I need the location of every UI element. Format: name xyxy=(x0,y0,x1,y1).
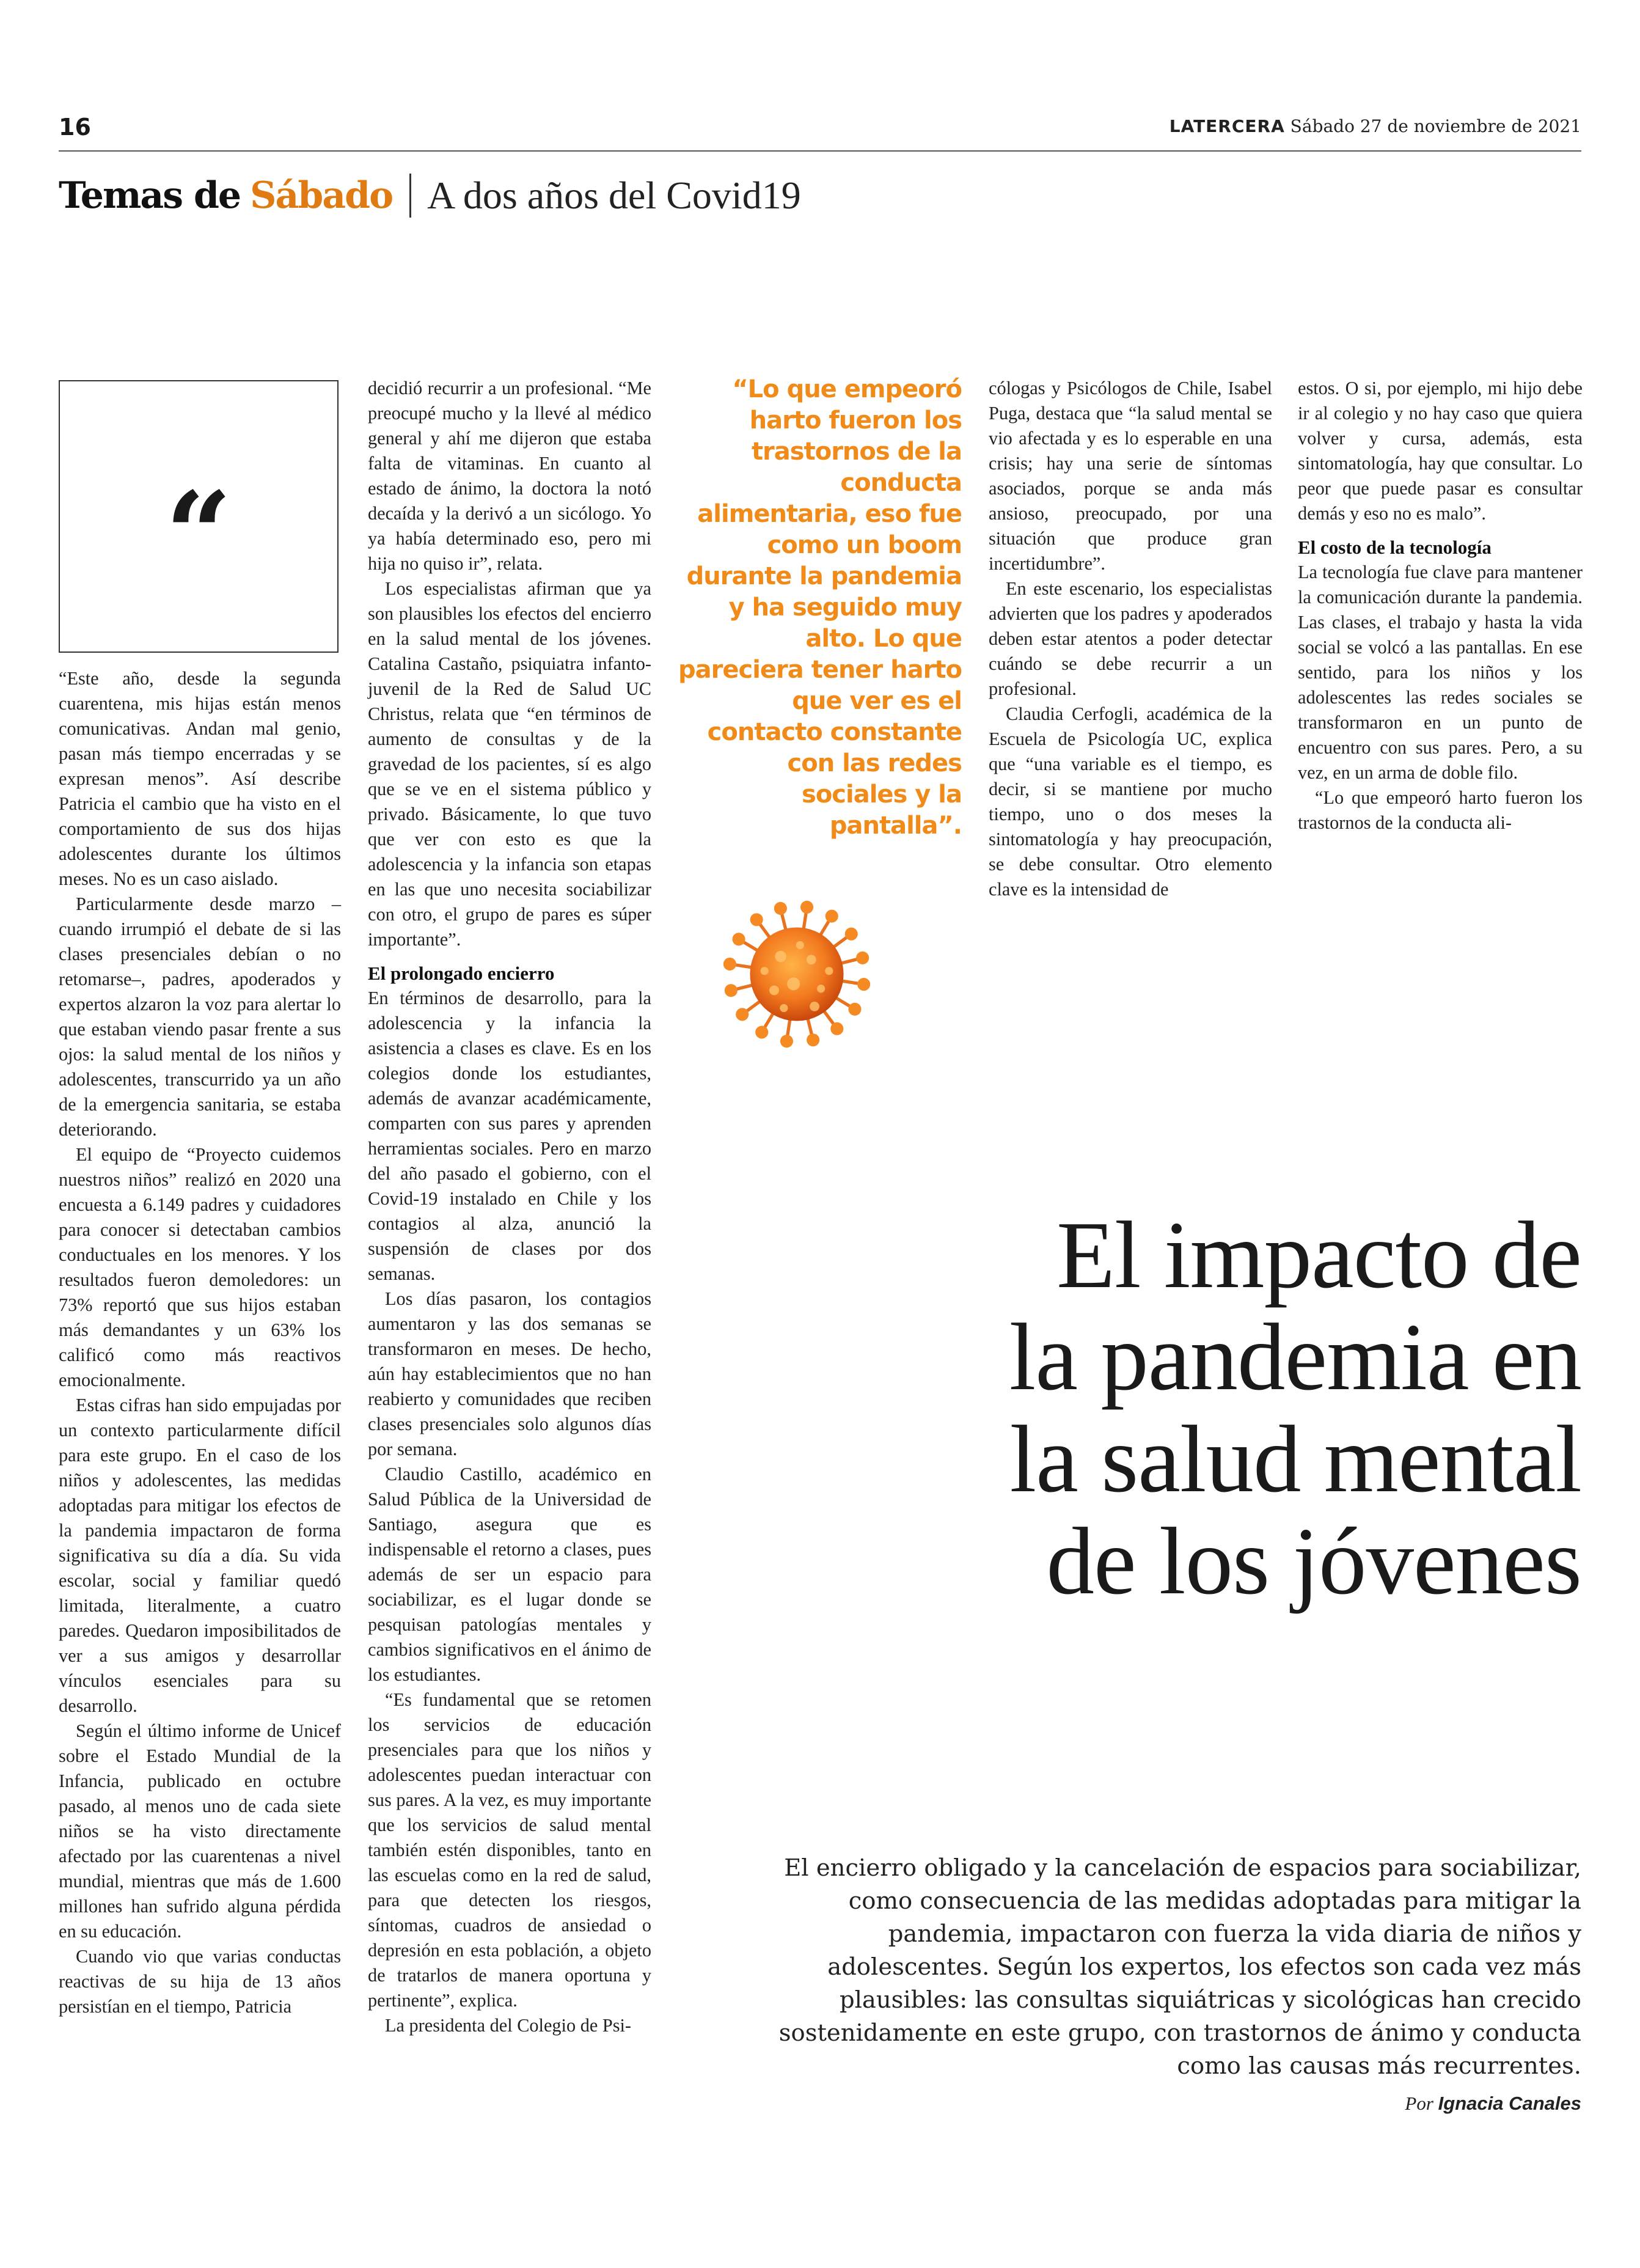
page-number: 16 xyxy=(59,114,91,141)
headline-line: la salud mental xyxy=(1009,1406,1581,1512)
pull-quote: “Lo que empeoró harto fueron los trastornos de la conducta alimentaria, eso fue como un boom durante la pandemia y ha seguido muy alto. Lo que pareciera tener harto que ver es el contacto constante con las redes sociales y la pantalla”. xyxy=(678,375,962,840)
virus-spike-tip xyxy=(723,958,736,971)
paragraph: Particularmente desde marzo –cuando irrumpió el debate de si las clases presenciales debían o no retomarse–, padres, apoderados y expertos alzaron la voz para alertar lo que estaban viendo pasar frente a sus ojos: la salud mental de los niños y adolescentes, transcurrido ya un año de la emergencia sanitaria, se estaba deteriorando. xyxy=(59,894,341,1140)
paragraph: Los días pasaron, los contagios aumentaron y las dos semanas se transformaron en meses. De hecho, aún hay establecimientos que no han reabierto y comunidades que reciben clases presenciales solo algunos días por semana. xyxy=(368,1288,651,1459)
article-lead: El encierro obligado y la cancelación de espacios para sociabilizar, como consecuencia de las medidas adoptadas para mitigar la pandemia, impactaron con fuerza la vida diaria de niños y adolescentes. Según los expertos, los efectos son cada vez más plausibles: las consultas siquiátricas y sicológicas han crecido sostenidamente en este grupo, con trastornos de ánimo y conducta como las causas más recurrentes. xyxy=(778,1854,1581,2080)
issue-date: Sábado 27 de noviembre de 2021 xyxy=(1290,116,1581,136)
article-column-4 xyxy=(989,376,1272,902)
byline-author: Ignacia Canales xyxy=(1438,2093,1581,2114)
virus-surface-dot xyxy=(787,977,800,990)
section-label: Temas de xyxy=(59,174,241,217)
virus-spike-tip xyxy=(732,933,745,945)
virus-surface-dot xyxy=(775,951,786,962)
virus-spike-tip xyxy=(780,1035,793,1048)
virus-surface-dot xyxy=(796,941,804,949)
virus-spike-tip xyxy=(750,913,763,926)
paragraph: “Lo que empeoró harto fueron los trastornos de la conducta ali- xyxy=(1298,787,1583,833)
article-column-2 xyxy=(368,376,651,2038)
virus-surface-dot xyxy=(807,955,816,964)
virus-spike-tip xyxy=(774,902,787,915)
virus-spike-tip xyxy=(845,928,858,941)
newspaper-brand: LATERCERA xyxy=(1169,116,1285,136)
headline-line: la pandemia en xyxy=(1009,1304,1581,1410)
paragraph: Claudio Castillo, académico en Salud Pública de la Universidad de Santiago, asegura que es indispensable el retorno a clases, pues además de ser un espacio para sociabilizar, es el lugar donde se pesquisan patologías mentales y cambios significativos en el ánimo de los estudiantes. xyxy=(368,1464,651,1685)
virus-spike-tip xyxy=(830,1022,843,1035)
quote-box xyxy=(59,380,339,653)
virus-surface-dot xyxy=(817,985,825,993)
virus-surface-dot xyxy=(769,985,779,995)
virus-surface-dot xyxy=(825,967,833,975)
virus-spike-tip xyxy=(807,1033,819,1046)
byline-prefix: Por xyxy=(1405,2093,1433,2114)
virus-spike-tip xyxy=(736,1008,749,1021)
section-header xyxy=(59,171,801,220)
paragraph: El equipo de “Proyecto cuidemos nuestros niños” realizó en 2020 una encuesta a 6.149 padres y cuidadores para conocer si detectaban cambios conductuales en los menores. Y los resultados fueron demoledores: un 73% reportó que sus hijos estaban más demandantes y un 63% los calificó como más reactivos emocionalmente. xyxy=(59,1144,341,1390)
paragraph: decidió recurrir a un profesional. “Me preocupé mucho y la llevé al médico general y ahí me dijeron que estaba falta de vitaminas. En cuanto al estado de ánimo, la doctora la notó decaída y la derivó a un sicólogo. Yo ya había determinado eso, pero mi hija no quiso ir”, relata. xyxy=(368,378,651,574)
virus-spike-tip xyxy=(755,1026,768,1038)
section-topic: A dos años del Covid19 xyxy=(427,174,801,217)
paragraph: Según el último informe de Unicef sobre el Estado Mundial de la Infancia, publicado en octubre pasado, al menos uno de cada siete niños se ha visto directamente afectado por las cuarentenas a nivel mundial, mientras que más de 1.600 millones han sufrido alguna pérdida en su educación. xyxy=(59,1720,341,1942)
subheading: El costo de la tecnología xyxy=(1298,537,1492,558)
virus-surface-dot xyxy=(810,1002,819,1011)
paragraph: “Es fundamental que se retomen los servicios de educación presenciales para que los niños y adolescentes puedan interactuar con sus pares. A la vez, es muy importante que los servicios de salud mental también estén disponibles, tanto en las escuelas como en la red de salud, para que detecten los riesgos, síntomas, cuadros de ansiedad o depresión en esta población, a objeto de tratarlos de manera oportuna y pertinente”, explica. xyxy=(368,1689,651,2011)
paragraph: La tecnología fue clave para mantener la comunicación durante la pandemia. Las clases, el trabajo y hasta la vida social se volcó a las pantallas. En ese sentido, para los niños y los adolescentes las redes sociales se transformaron en un punto de encuentro con sus pares. Pero, a su vez, en un arma de doble filo. xyxy=(1298,562,1583,783)
headline-line: de los jóvenes xyxy=(1046,1508,1581,1614)
article-column-5 xyxy=(1298,376,1583,835)
paragraph: En términos de desarrollo, para la adolescencia y la infancia la asistencia a clases es clave. Es en los colegios donde los estudiantes, además de avanzar académicamente, comparten con sus pares y aprenden herramientas sociales. Pero en marzo del año pasado el gobierno, con el Covid-19 instalado en Chile y los contagios al alza, anunció la suspensión de clases por dos semanas. xyxy=(368,988,651,1284)
paragraph: “Este año, desde la segunda cuarentena, mis hijas están menos comunicativas. Andan mal genio, pasan más tiempo encerradas y se expresan menos”. Así describe Patricia el cambio que ha visto en el comportamiento de sus dos hijas adolescentes durante los últimos meses. No es un caso aislado. xyxy=(59,668,341,889)
virus-spike-tip xyxy=(857,978,870,991)
paragraph: Claudia Cerfogli, académica de la Escuela de Psicología UC, explica que “una variable es el tiempo, es decir, si se mantiene por mucho tiempo, uno o dos meses la sintomatología y hay preocupación, se debe consultar. Otro elemento clave es la intensidad de xyxy=(989,703,1272,900)
headline-line: El impacto de xyxy=(1056,1202,1581,1308)
virus-surface-dot xyxy=(761,967,769,975)
paragraph: Los especialistas afirman que ya son plausibles los efectos del encierro en la salud mental de los jóvenes. Catalina Castaño, psiquiatra infanto-juvenil de la Red de Salud UC Christus, relata que “en términos de aumento de consultas y de la gravedad de los pacientes, sí es algo que se ve en el sistema público y privado. Básicamente, lo que tuvo que ver con esto es que la adolescencia y la infancia son etapas en las que uno necesita sociabilizar con otro, el grupo de pares es súper importante”. xyxy=(368,578,651,950)
virus-spike-tip xyxy=(856,952,869,964)
paragraph: estos. O si, por ejemplo, mi hijo debe ir al colegio y no hay caso que quiera volver y cursa, además, esta sintomatología, hay que consultar. Lo peor que puede pasar es consultar demás y eso no es malo”. xyxy=(1298,378,1583,524)
virus-spike-tip xyxy=(725,984,738,997)
article-headline xyxy=(672,1204,1581,1612)
paragraph: cólogas y Psicólogos de Chile, Isabel Puga, destaca que “la salud mental se vio afectada y es lo esperable en una crisis; hay una serie de síntomas asociados, porque se anda más ansioso, preocupado, por una situación que produce gran incertidumbre”. xyxy=(989,378,1272,574)
subheading: El prolongado encierro xyxy=(368,963,555,984)
section-label-accent: Sábado xyxy=(250,174,393,217)
virus-spike-tip xyxy=(848,1003,861,1016)
paragraph: En este escenario, los especialistas advierten que los padres y apoderados deben estar atentos a poder detectar cuándo se debe recurrir a un profesional. xyxy=(989,578,1272,699)
masthead xyxy=(1170,116,1581,136)
quotation-mark-icon: “ xyxy=(165,466,232,603)
article-column-1 xyxy=(59,666,341,2019)
paragraph: Cuando vio que varias conductas reactivas de su hija de 13 años persistían en el tiempo, Patricia xyxy=(59,1946,341,2017)
virus-surface-dot xyxy=(780,1004,788,1012)
section-divider xyxy=(409,174,411,218)
virus-spike-tip xyxy=(825,909,838,922)
coronavirus-illustration xyxy=(716,894,877,1055)
byline xyxy=(1405,2093,1581,2115)
paragraph: Estas cifras han sido empujadas por un contexto particularmente difícil para este grupo. En el caso de los niños y adolescentes, las medidas adoptadas para mitigar los efectos de la pandemia impactaron de forma significativa su día a día. Su vida escolar, social y familiar quedó limitada, literalmente, a cuatro paredes. Quedaron imposibilitados de ver a sus amigos y desarrollar vínculos esenciales para su desarrollo. xyxy=(59,1395,341,1716)
paragraph: La presidenta del Colegio de Psi- xyxy=(385,2015,632,2036)
header-rule xyxy=(59,150,1581,152)
virus-spike-tip xyxy=(800,901,813,914)
